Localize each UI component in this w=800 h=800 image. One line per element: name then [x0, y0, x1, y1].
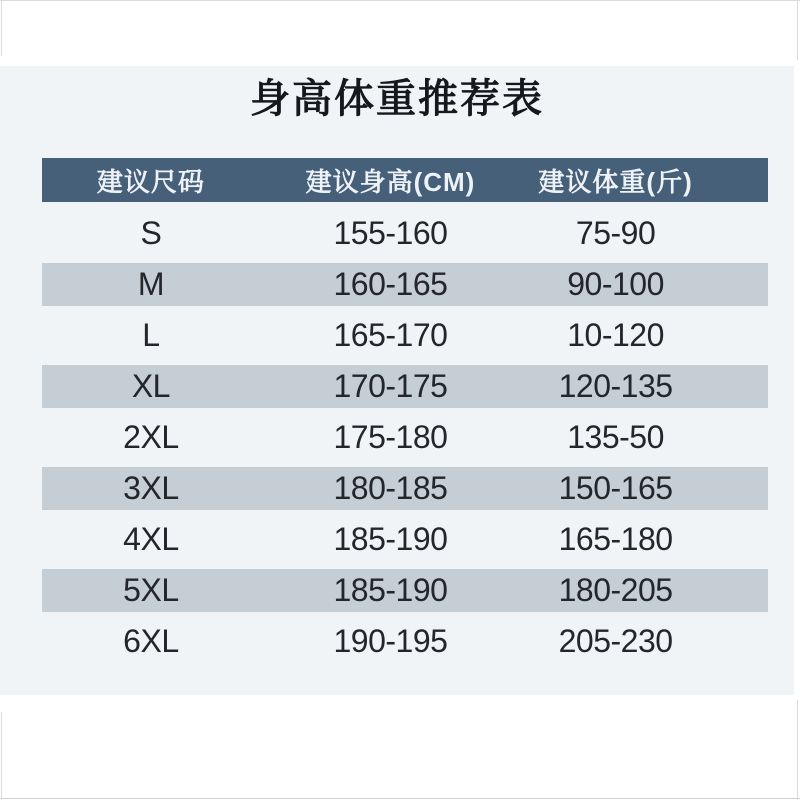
table-row	[42, 514, 768, 565]
table-panel	[0, 66, 794, 695]
table-row	[42, 361, 768, 412]
cell-height: 185-190	[333, 521, 448, 557]
cell-height: 185-190	[333, 572, 448, 608]
table-row	[42, 565, 768, 616]
cell-size: M	[137, 266, 164, 302]
cell-size: L	[142, 317, 160, 353]
cell-weight: 205-230	[558, 623, 673, 659]
table-row	[42, 208, 768, 259]
cell-height: 190-195	[333, 623, 448, 659]
cell-height: 160-165	[333, 266, 448, 302]
cell-size: 2XL	[123, 419, 179, 455]
cell-size: 5XL	[123, 572, 179, 608]
cell-weight: 165-180	[558, 521, 673, 557]
photo-border-right-top	[797, 0, 798, 60]
cell-size: S	[140, 215, 162, 251]
photo-border-left-bottom	[1, 712, 2, 800]
photo-border-left-top	[1, 0, 2, 56]
cell-height: 175-180	[333, 419, 448, 455]
cell-size: 6XL	[123, 623, 179, 659]
table-row	[42, 463, 768, 514]
photo-border-top	[0, 0, 800, 1]
cell-weight: 180-205	[558, 572, 673, 608]
cell-height: 170-175	[333, 368, 448, 404]
cell-weight: 135-50	[567, 419, 664, 455]
header-cell-height: 建议身高(CM)	[305, 166, 476, 197]
table-row	[42, 310, 768, 361]
table-title: 身高体重推荐表	[250, 77, 544, 121]
photo-border-right-bottom	[797, 700, 798, 800]
size-table	[42, 158, 768, 667]
cell-size: 4XL	[123, 521, 179, 557]
cell-size: XL	[131, 368, 170, 404]
cell-weight: 75-90	[575, 215, 656, 251]
header-cell-size: 建议尺码	[96, 166, 205, 197]
cell-weight: 120-135	[558, 368, 673, 404]
cell-weight: 150-165	[558, 470, 673, 506]
cell-height: 165-170	[333, 317, 448, 353]
cell-height: 180-185	[333, 470, 448, 506]
photo-border-bottom	[0, 798, 800, 799]
table-body	[42, 208, 768, 667]
table-row	[42, 259, 768, 310]
cell-weight: 10-120	[567, 317, 664, 353]
table-header-row	[42, 158, 768, 202]
table-row	[42, 412, 768, 463]
cell-height: 155-160	[333, 215, 448, 251]
table-row	[42, 616, 768, 667]
cell-weight: 90-100	[567, 266, 664, 302]
header-cell-weight: 建议体重(斤)	[538, 166, 693, 197]
cell-size: 3XL	[123, 470, 179, 506]
